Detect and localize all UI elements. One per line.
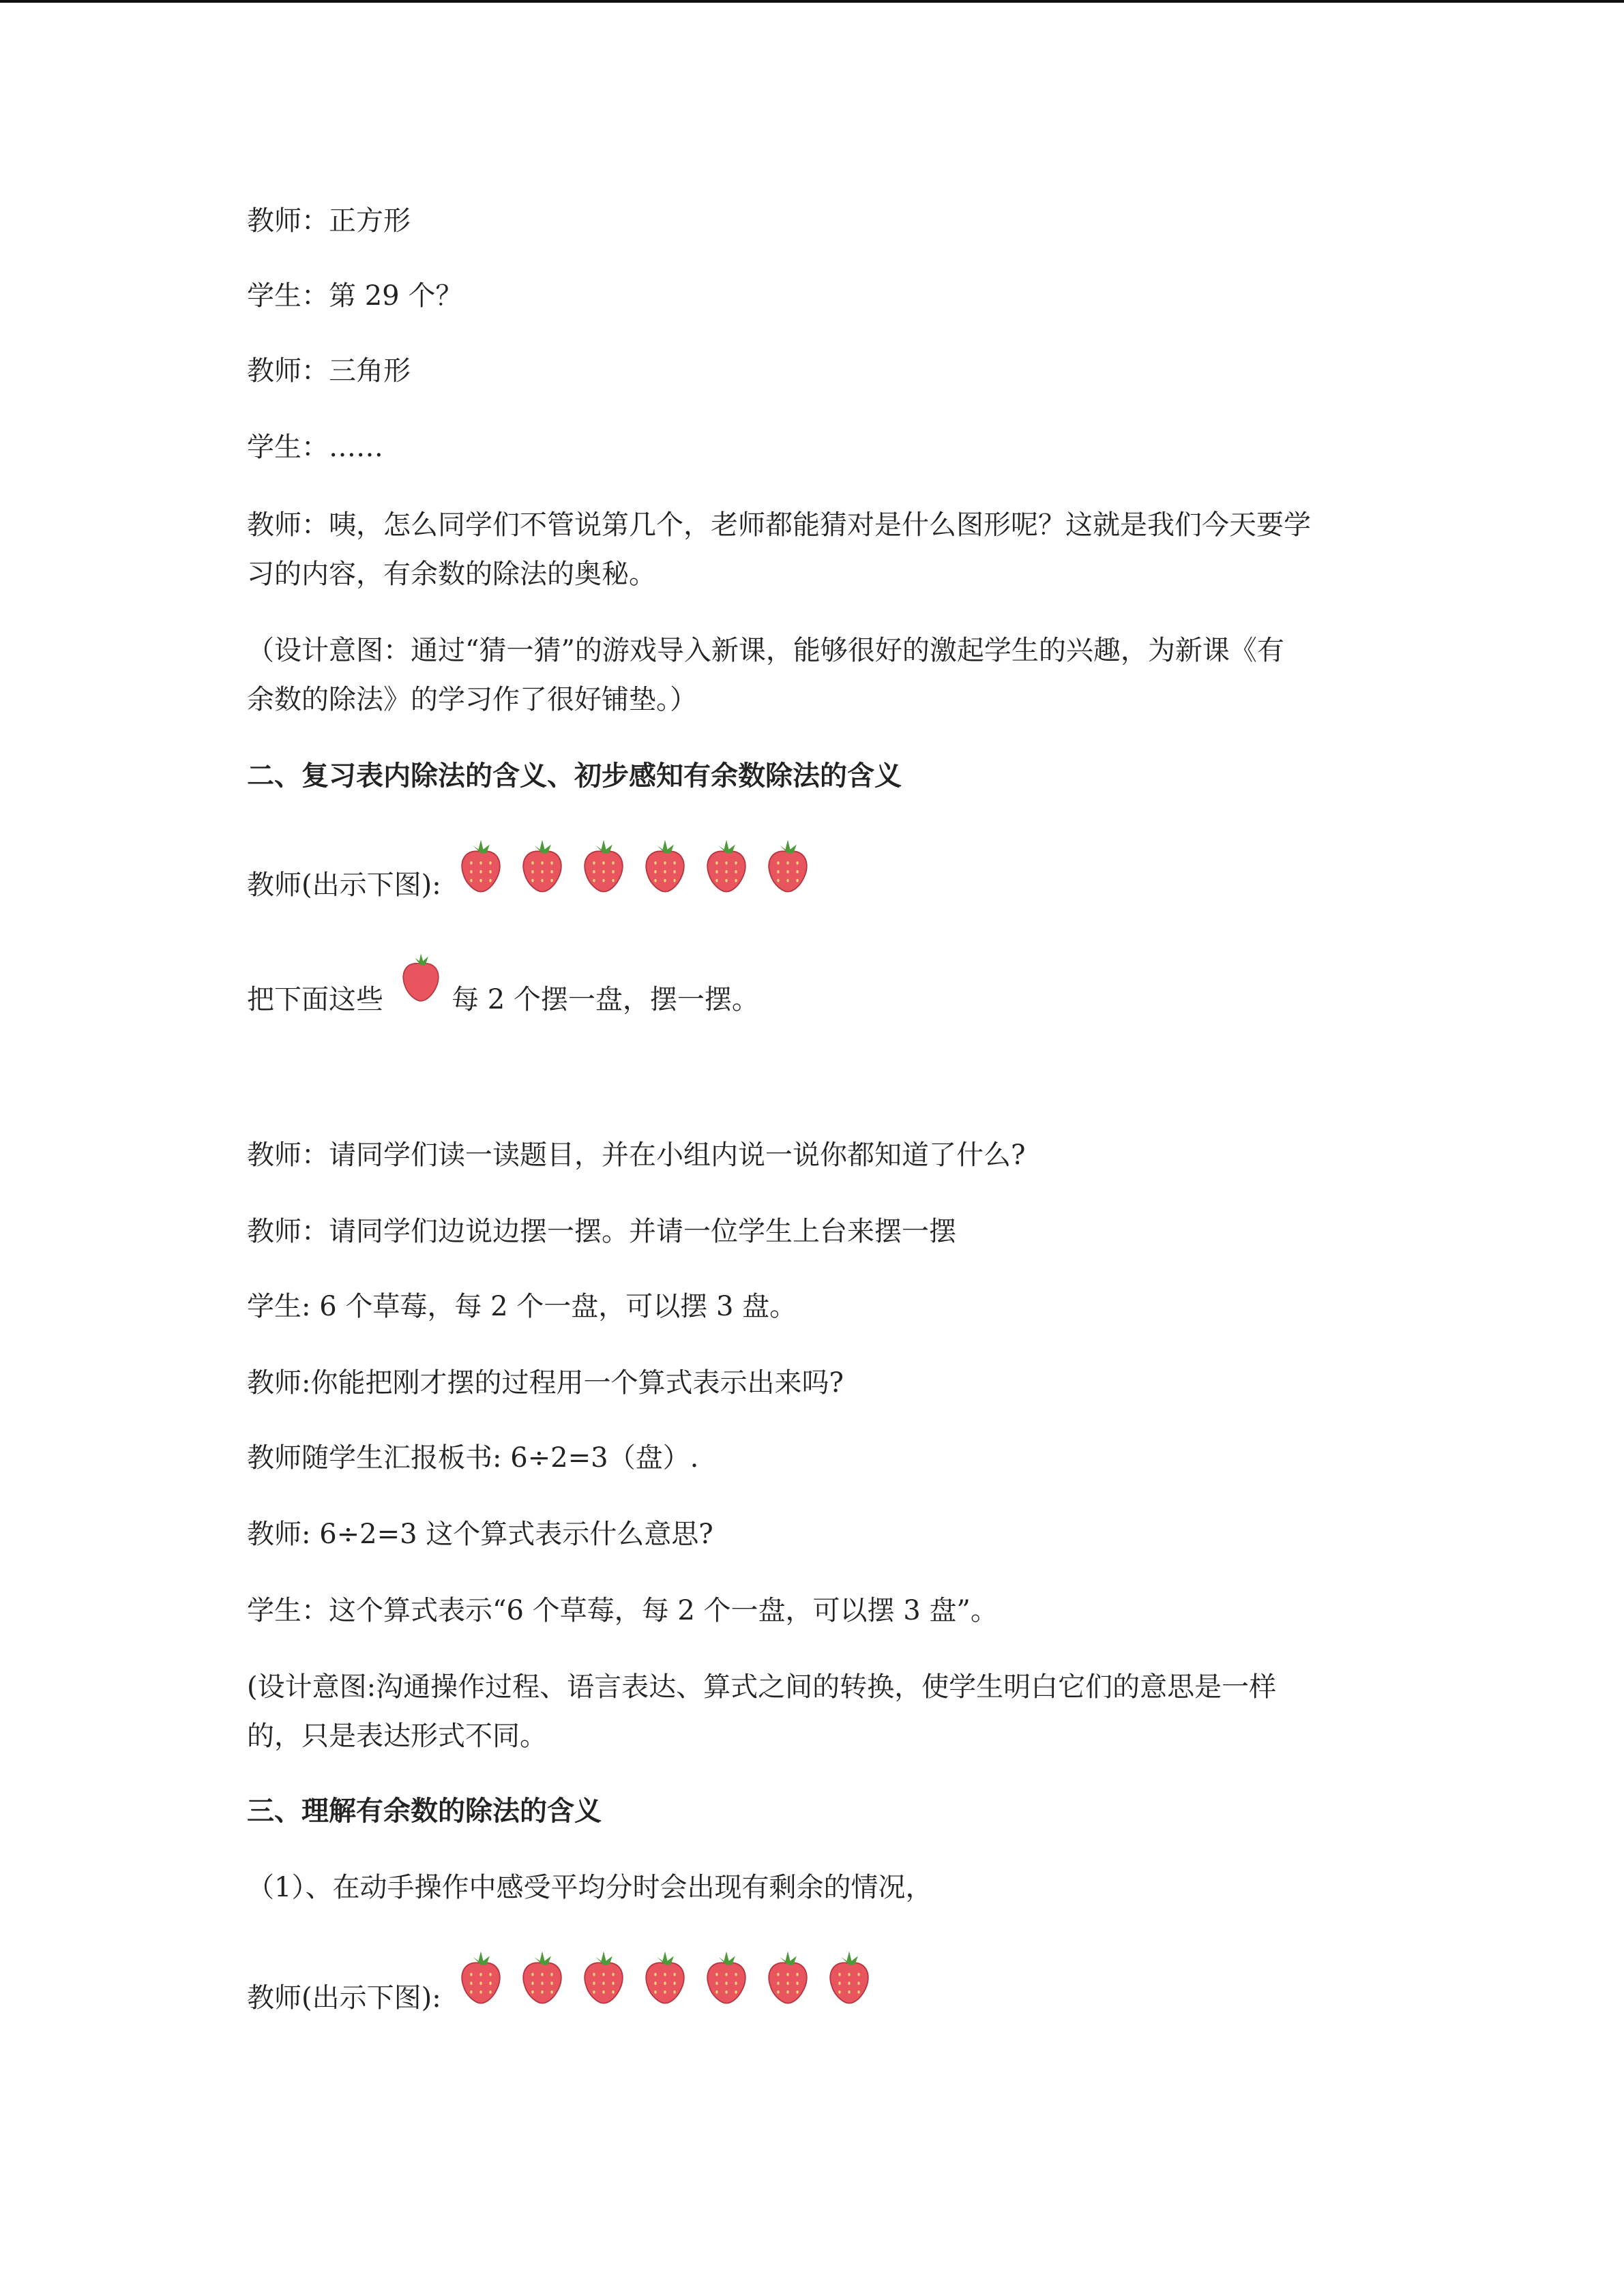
section-heading-3: 三、理解有余数的除法的含义 xyxy=(247,1795,602,1827)
strawberry-icon xyxy=(450,1949,512,2005)
strawberry-icon xyxy=(696,837,757,893)
strawberry-icon xyxy=(573,837,634,893)
dialogue-line: 学生：第 29 个？ xyxy=(247,280,463,312)
design-intent-line: （设计意图：通过“猜一猜”的游戏导入新课，能够很好的激起学生的兴趣，为新课《有 xyxy=(247,635,1284,666)
dialogue-line: 教师随学生汇报板书: 6÷2=3（盘）. xyxy=(247,1442,699,1474)
sub-item-line: （1）、在动手操作中感受平均分时会出现有剩余的情况， xyxy=(247,1872,933,1903)
dialogue-line: 教师：请同学们读一读题目，并在小组内说一说你都知道了什么? xyxy=(247,1139,1026,1171)
dialogue-line: 教师：请同学们边说边摆一摆。并请一位学生上台来摆一摆 xyxy=(247,1216,956,1247)
dialogue-line: 学生：这个算式表示“6 个草莓，每 2 个一盘，可以摆 3 盘”。 xyxy=(247,1595,998,1626)
strawberry-icon xyxy=(512,1949,573,2005)
dialogue-line: 教师: 6÷2=3 这个算式表示什么意思? xyxy=(247,1519,713,1550)
section-heading-2: 二、复习表内除法的含义、初步感知有余数除法的含义 xyxy=(247,760,902,792)
design-intent-line: 的，只是表达形式不同。 xyxy=(247,1720,547,1752)
strawberry-icon xyxy=(818,1949,880,2005)
strawberry-icon xyxy=(398,951,443,1002)
show-figure-line: 教师(出示下图): xyxy=(247,1982,441,2014)
design-intent-line: 余数的除法》的学习作了很好铺垫。） xyxy=(247,684,697,715)
strawberry-row-7 xyxy=(450,1949,880,2005)
dialogue-line: 教师：咦，怎么同学们不管说第几个，老师都能猜对是什么图形呢？这就是我们今天要学 xyxy=(247,509,1311,541)
dialogue-line: 教师:你能把刚才摆的过程用一个算式表示出来吗? xyxy=(247,1367,844,1399)
strawberry-icon xyxy=(634,1949,696,2005)
strawberry-icon xyxy=(757,1949,818,2005)
strawberry-icon xyxy=(512,837,573,893)
dialogue-line: 教师：正方形 xyxy=(247,205,411,237)
dialogue-line: 教师：三角形 xyxy=(247,355,411,387)
strawberry-icon xyxy=(696,1949,757,2005)
page-top-border xyxy=(0,0,1624,3)
instruction-suffix: 每 2 个摆一盘，摆一摆。 xyxy=(452,984,759,1015)
strawberry-icon xyxy=(757,837,818,893)
dialogue-line: 习的内容，有余数的除法的奥秘。 xyxy=(247,558,656,590)
design-intent-line: (设计意图:沟通操作过程、语言表达、算式之间的转换，使学生明白它们的意思是一样 xyxy=(247,1671,1277,1703)
strawberry-icon xyxy=(634,837,696,893)
strawberry-icon xyxy=(573,1949,634,2005)
dialogue-line: 学生: 6 个草莓，每 2 个一盘，可以摆 3 盘。 xyxy=(247,1291,797,1322)
show-figure-line: 教师(出示下图): xyxy=(247,869,441,901)
strawberry-icon xyxy=(450,837,512,893)
instruction-prefix: 把下面这些 xyxy=(247,984,383,1015)
dialogue-line: 学生：…… xyxy=(247,432,383,463)
strawberry-row-6 xyxy=(450,837,818,893)
